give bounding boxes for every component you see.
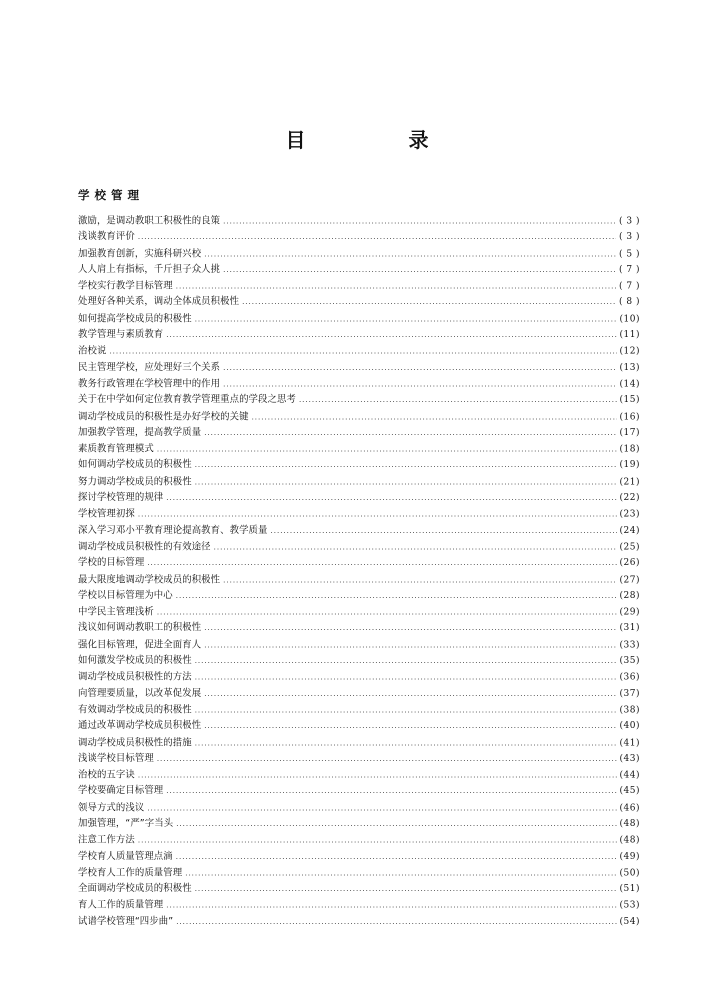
entry-title: 如何激发学校成员的积极性 [78, 655, 192, 667]
page-number: (43) [619, 753, 640, 764]
page-number: (14) [619, 379, 640, 390]
page-number: (53) [619, 900, 640, 911]
dot-leader [204, 246, 616, 262]
toc-entry[interactable] [78, 637, 640, 653]
dot-leader [138, 507, 617, 523]
toc-entry[interactable] [78, 555, 640, 571]
dot-leader [252, 409, 617, 425]
dot-leader [147, 800, 616, 816]
toc-entry[interactable] [78, 442, 640, 458]
page-number: (27) [619, 574, 640, 585]
page-number: (23) [619, 509, 640, 520]
toc-entry[interactable] [78, 392, 640, 408]
toc-entry[interactable] [78, 213, 640, 229]
page-number: (12) [619, 346, 640, 357]
entry-title: 如何提高学校成员的积极性 [78, 313, 192, 325]
page-number: (16) [619, 411, 640, 422]
entry-title: 强化目标管理，促进全面育人 [78, 639, 202, 651]
page-number: (29) [619, 607, 640, 618]
toc-entry[interactable] [78, 262, 640, 278]
entry-title: 学校育人质量管理点滴 [78, 850, 173, 862]
dot-leader [195, 670, 617, 686]
entry-title: 试谱学校管理“四步曲” [78, 915, 174, 927]
page-number: ( 7 ) [619, 264, 640, 275]
toc-entry[interactable] [78, 246, 640, 262]
page-title: 目 录 [285, 128, 477, 152]
dot-leader [195, 474, 617, 490]
page-number: (45) [619, 786, 640, 797]
page-number: (48) [619, 818, 640, 829]
page-number: (35) [619, 656, 640, 667]
toc-entry[interactable] [78, 881, 640, 897]
dot-leader [166, 898, 616, 914]
toc-entry[interactable] [78, 816, 640, 832]
toc-entry[interactable] [78, 360, 640, 376]
entry-title: 处理好各种关系，调动全体成员积极性 [78, 296, 240, 308]
toc-entry[interactable] [78, 344, 640, 360]
entry-title: 向管理要质量，以改革促发展 [78, 687, 202, 699]
dot-leader [271, 523, 617, 539]
entry-title: 加强教育创新，实施科研兴校 [78, 247, 202, 259]
dot-leader [147, 555, 616, 571]
dot-leader [223, 376, 616, 392]
dot-leader [195, 702, 617, 718]
page-number: ( 3 ) [619, 232, 640, 243]
section-heading: 学校管理 [78, 188, 144, 202]
toc-entry[interactable] [78, 783, 640, 799]
entry-title: 浅议如何调动教职工的积极性 [78, 622, 202, 634]
toc-entry[interactable] [78, 311, 640, 327]
toc-entry[interactable] [78, 914, 640, 930]
entry-title: 调动学校成员积极性的措施 [78, 736, 192, 748]
page-number: (46) [619, 803, 640, 814]
dot-leader [176, 588, 617, 604]
page-number: (36) [619, 672, 640, 683]
entry-title: 深入学习邓小平教育理论提高教育、教学质量 [78, 524, 268, 536]
page-number: (19) [619, 460, 640, 471]
toc-entry[interactable] [78, 653, 640, 669]
page-number: (28) [619, 590, 640, 601]
entry-title: 浅谈学校目标管理 [78, 752, 154, 764]
entry-title: 素质教育管理模式 [78, 443, 154, 455]
dot-leader [195, 653, 617, 669]
toc-entry[interactable] [78, 686, 640, 702]
entry-title: 加强教学管理，提高教学质量 [78, 426, 202, 438]
toc-entry[interactable] [78, 849, 640, 865]
page-number: (21) [619, 477, 640, 488]
toc-entry[interactable] [78, 409, 640, 425]
dot-leader [166, 783, 616, 799]
dot-leader [176, 914, 616, 930]
toc-entry[interactable] [78, 474, 640, 490]
dot-leader [138, 833, 617, 849]
toc-entry[interactable] [78, 833, 640, 849]
toc-entry[interactable] [78, 702, 640, 718]
toc-entry[interactable] [78, 523, 640, 539]
entry-title: 人人肩上有指标，千斤担子众人挑 [78, 263, 221, 275]
dot-leader [176, 849, 617, 865]
toc-entry[interactable] [78, 425, 640, 441]
toc-entry[interactable] [78, 620, 640, 636]
dot-leader [242, 294, 616, 310]
entry-title: 努力调动学校成员的积极性 [78, 476, 192, 488]
toc-entry[interactable] [78, 507, 640, 523]
entry-title: 加强管理，“严”字当头 [78, 817, 174, 829]
toc-entry[interactable] [78, 735, 640, 751]
dot-leader [157, 605, 617, 621]
entry-title: 全面调动学校成员的积极性 [78, 883, 192, 895]
toc-entry[interactable] [78, 588, 640, 604]
dot-leader [138, 229, 616, 245]
toc-entry[interactable] [78, 539, 640, 555]
page-number: (51) [619, 884, 640, 895]
entry-title: 最大限度地调动学校成员的积极性 [78, 573, 221, 585]
page-number: (24) [619, 525, 640, 536]
dot-leader [204, 637, 616, 653]
dot-leader [195, 881, 617, 897]
page-number: ( 5 ) [619, 248, 640, 259]
entry-title: 通过改革调动学校成员积极性 [78, 720, 202, 732]
dot-leader [195, 311, 617, 327]
page-number: (22) [619, 493, 640, 504]
toc-entry[interactable] [78, 670, 640, 686]
toc-entry[interactable] [78, 751, 640, 767]
page-number: ( 7 ) [619, 281, 640, 292]
entry-title: 关于在中学如何定位教育教学管理重点的学段之思考 [78, 394, 296, 406]
page-number: (40) [619, 721, 640, 732]
toc-entry[interactable] [78, 229, 640, 245]
page-number: (48) [619, 835, 640, 846]
entry-title: 学校育人工作的质量管理 [78, 867, 183, 879]
entry-title: 教务行政管理在学校管理中的作用 [78, 378, 221, 390]
toc-entry[interactable] [78, 294, 640, 310]
toc-entry[interactable] [78, 572, 640, 588]
dot-leader [204, 620, 616, 636]
dot-leader [204, 425, 616, 441]
dot-leader [204, 718, 616, 734]
toc-entry[interactable] [78, 898, 640, 914]
entry-title: 学校管理初探 [78, 508, 135, 520]
page-number: (33) [619, 640, 640, 651]
toc-entry[interactable] [78, 865, 640, 881]
dot-leader [166, 490, 616, 506]
dot-leader [176, 816, 616, 832]
entry-title: 治校说 [78, 345, 107, 357]
toc-entry[interactable] [78, 457, 640, 473]
entry-title: 民主管理学校，应处理好三个关系 [78, 361, 221, 373]
entry-title: 学校的目标管理 [78, 557, 145, 569]
dot-leader [223, 262, 616, 278]
toc-entry[interactable] [78, 718, 640, 734]
page-number: (54) [619, 916, 640, 927]
dot-leader [223, 213, 616, 229]
dot-leader [176, 279, 616, 295]
page-number: (50) [619, 868, 640, 879]
page-number: (44) [619, 770, 640, 781]
toc-entry[interactable] [78, 800, 640, 816]
page-number: ( 3 ) [619, 216, 640, 227]
entry-title: 有效调动学校成员的积极性 [78, 704, 192, 716]
page-number: (17) [619, 427, 640, 438]
page-number: (15) [619, 395, 640, 406]
page-number: (26) [619, 558, 640, 569]
entry-title: 中学民主管理浅析 [78, 606, 154, 618]
entry-title: 治校的五字诀 [78, 769, 135, 781]
page-number: (41) [619, 737, 640, 748]
toc-entry[interactable] [78, 376, 640, 392]
entry-title: 学校要确定目标管理 [78, 785, 164, 797]
entry-title: 如何调动学校成员的积极性 [78, 459, 192, 471]
dot-leader [109, 344, 616, 360]
toc-entry[interactable] [78, 605, 640, 621]
entry-title: 学校以目标管理为中心 [78, 589, 173, 601]
dot-leader [157, 442, 617, 458]
page-number: (49) [619, 851, 640, 862]
entry-title: 调动学校成员积极性的方法 [78, 671, 192, 683]
entry-title: 激励，是调动教职工积极性的良策 [78, 215, 221, 227]
entry-title: 调动学校成员积极性的有效途径 [78, 541, 211, 553]
page-number: (37) [619, 688, 640, 699]
dot-leader [138, 767, 617, 783]
entry-title: 教学管理与素质教育 [78, 329, 164, 341]
entry-title: 领导方式的浅议 [78, 802, 145, 814]
dot-leader [157, 751, 617, 767]
dot-leader [185, 865, 616, 881]
dot-leader [195, 457, 617, 473]
entry-title: 学校实行教学目标管理 [78, 280, 173, 292]
dot-leader [223, 572, 616, 588]
entry-title: 探讨学校管理的规律 [78, 492, 164, 504]
toc-entry[interactable] [78, 490, 640, 506]
page-number: (38) [619, 705, 640, 716]
entry-title: 调动学校成员的积极性是办好学校的关键 [78, 410, 249, 422]
toc-entry[interactable] [78, 327, 640, 343]
page-number: (10) [619, 314, 640, 325]
page-number: (13) [619, 362, 640, 373]
page-number: (11) [619, 330, 640, 341]
dot-leader [223, 360, 616, 376]
page-number: ( 8 ) [619, 297, 640, 308]
dot-leader [195, 735, 617, 751]
toc-entry[interactable] [78, 279, 640, 295]
entry-title: 育人工作的质量管理 [78, 899, 164, 911]
page-number: (25) [619, 542, 640, 553]
dot-leader [214, 539, 617, 555]
entry-title: 注意工作方法 [78, 834, 135, 846]
entry-title: 浅谈教育评价 [78, 231, 135, 243]
page-number: (31) [619, 623, 640, 634]
page-number: (18) [619, 444, 640, 455]
toc-list [78, 213, 640, 930]
dot-leader [204, 686, 616, 702]
dot-leader [299, 392, 617, 408]
toc-entry[interactable] [78, 767, 640, 783]
dot-leader [166, 327, 616, 343]
